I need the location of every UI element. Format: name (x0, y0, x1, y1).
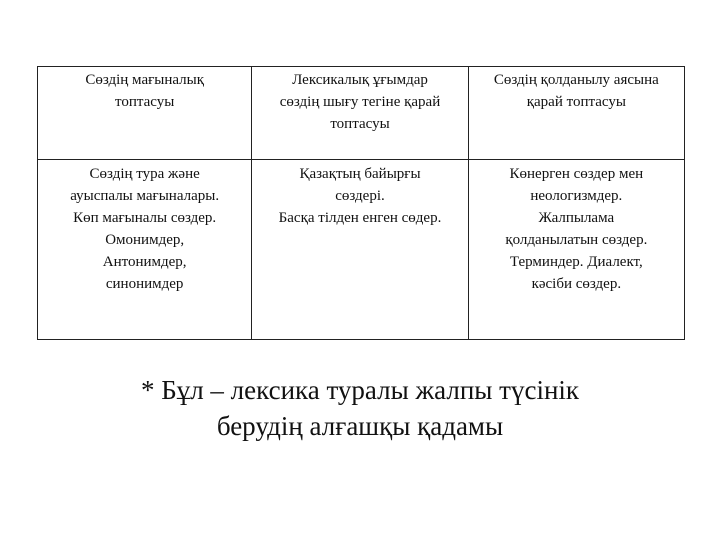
cell-line: Лексикалық ұғымдар (292, 72, 428, 88)
cell-line: Көп мағыналы сөздер. (73, 210, 217, 226)
cell-line: Антонимдер, (102, 254, 187, 270)
cell-line: Терминдер. Диалект, (509, 254, 643, 270)
lexicon-classification-table (37, 66, 685, 340)
body-cell-origin-examples (252, 160, 468, 340)
cell-line: Сөздің мағыналық (85, 72, 204, 88)
body-cell-semantic-examples (38, 160, 252, 340)
cell-line: синонимдер (105, 276, 184, 292)
cell-line: сөздің шығу тегіне қарай (279, 94, 441, 110)
header-cell-semantic-grouping (38, 67, 252, 160)
footnote-line-1: * Бұл – лексика туралы жалпы түсінік (140, 375, 580, 405)
header-cell-usage-grouping (468, 67, 684, 160)
footnote-text (0, 372, 720, 444)
cell-line: кәсіби сөздер. (531, 276, 622, 292)
cell-line: қарай топтасуы (526, 94, 626, 110)
cell-line: ауыспалы мағыналары. (70, 188, 220, 204)
body-cell-usage-examples (468, 160, 684, 340)
cell-line: қолданылатын сөздер. (505, 232, 648, 248)
cell-line: Сөздің қолданылу аясына (493, 72, 659, 88)
footnote-line-2: берудің алғашқы қадамы (216, 411, 504, 441)
header-cell-origin-grouping (252, 67, 468, 160)
table-header-row (38, 67, 685, 160)
cell-line: сөздері. (335, 188, 385, 204)
cell-line: Жалпылама (538, 210, 615, 226)
cell-line: Көнерген сөздер мен (509, 166, 644, 182)
cell-line: неологизмдер. (530, 188, 623, 204)
cell-line: топтасуы (115, 94, 175, 110)
cell-line: Қазақтың байырғы (299, 166, 421, 182)
cell-line: топтасуы (330, 116, 390, 132)
cell-line: Басқа тілден енген сөдер. (278, 210, 442, 226)
cell-line: Сөздің тура және (89, 166, 200, 182)
cell-line: Омонимдер, (105, 232, 185, 248)
table-body-row (38, 160, 685, 340)
